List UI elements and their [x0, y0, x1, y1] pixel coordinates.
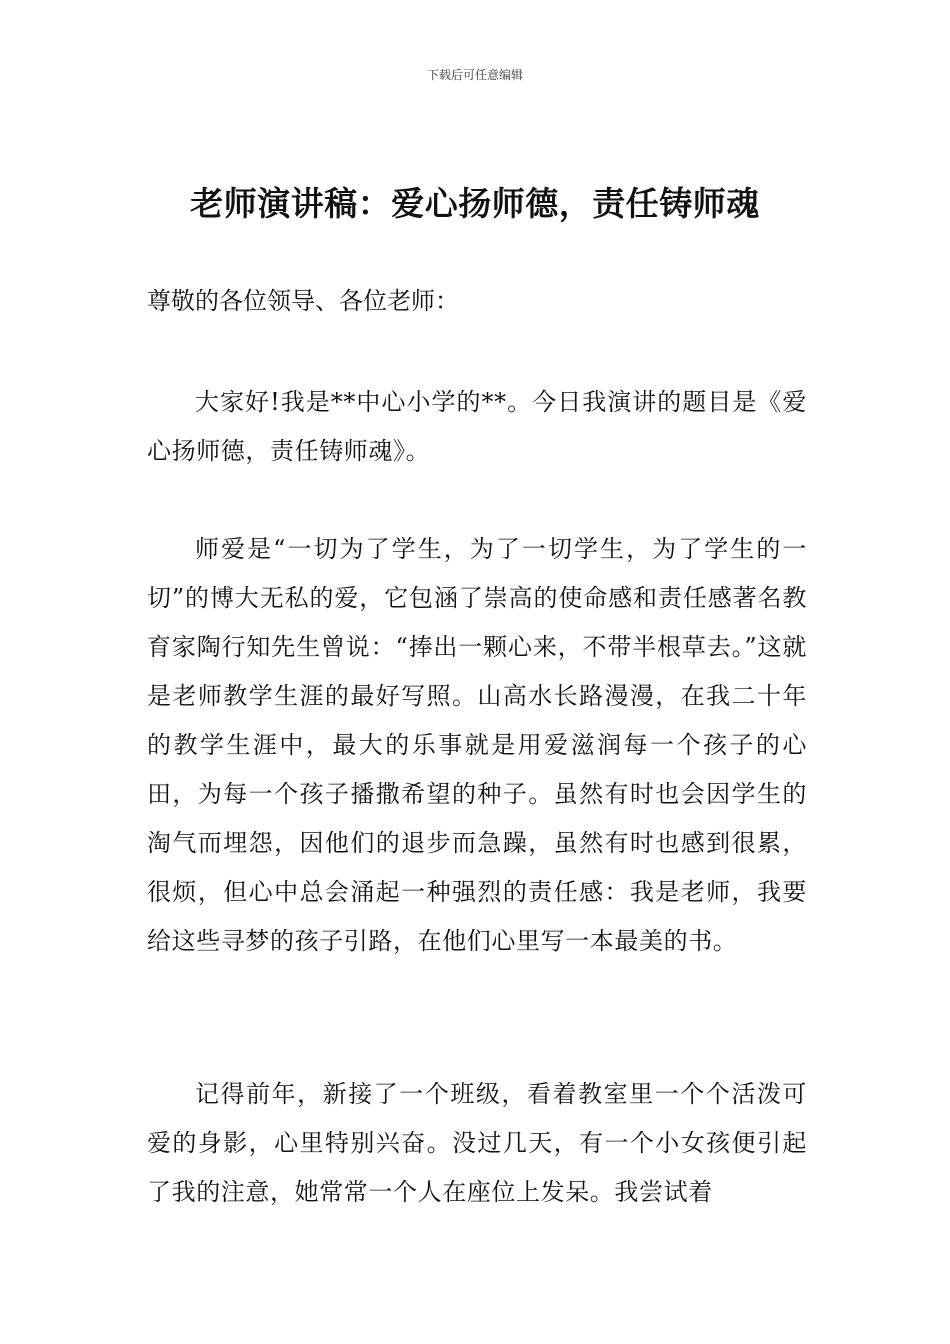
paragraph-memory: 记得前年，新接了一个班级，看着教室里一个个活泼可爱的身影，心里特别兴奋。没过几天，有一个小女孩便引起了我的注意，她常常一个人在座位上发呆。我尝试着 — [147, 1080, 807, 1206]
paragraph-intro: 大家好!我是**中心小学的**。今日我演讲的题目是《爱心扬师德，责任铸师魂》。 — [147, 388, 807, 465]
header-note: 下载后可任意编辑 — [426, 68, 523, 82]
paragraph-teacher-love: 师爱是“一切为了学生，为了一切学生，为了学生的一切”的博大无私的爱，它包涵了崇高的使命感和责任感著名教育家陶行知先生曾说：“捧出一颗心来，不带半根草去。”这就是老师教学生涯的最好写照。山高水长路漫漫，在我二十年的教学生涯中，最大的乐事就是用爱滋润每一个孩子的心田，为每一个孩子播撒希望的种子。虽然有时也会因学生的淘气而埋怨，因他们的退步而急躁，虽然有时也感到很累，很烦，但心中总会涌起一种强烈的责任感：我是老师，我要给这些寻梦的孩子引路，在他们心里写一本最美的书。 — [147, 535, 807, 955]
salutation: 尊敬的各位领导、各位老师： — [147, 287, 459, 315]
document-title: 老师演讲稿：爱心扬师德，责任铸师魂 — [190, 184, 760, 223]
